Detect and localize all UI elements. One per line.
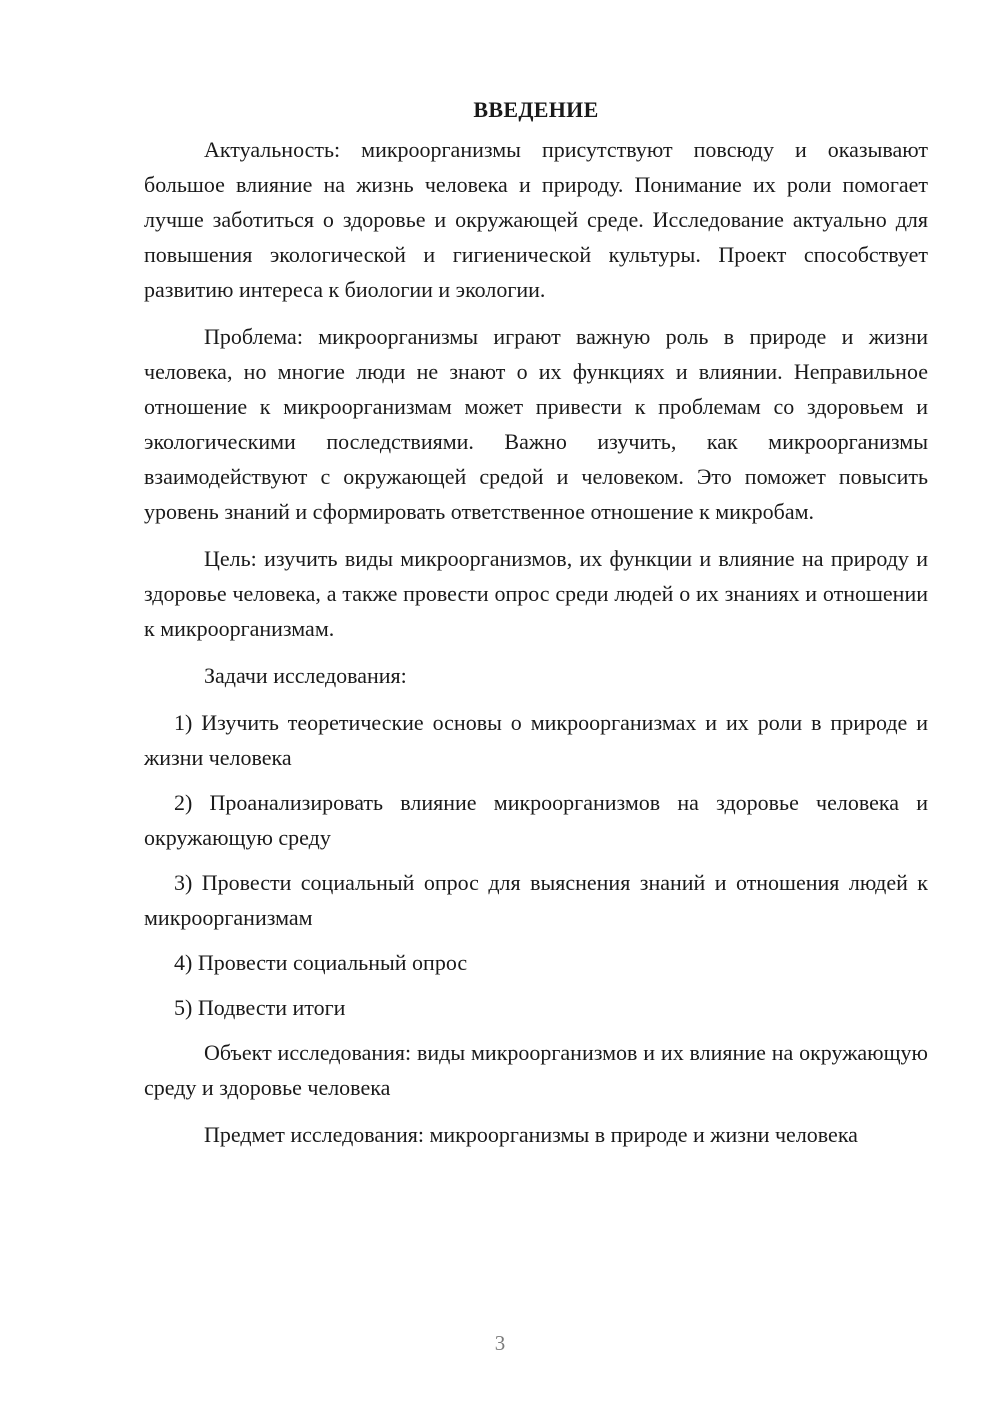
task-item: 2) Проанализировать влияние микроорганизмов на здоровье человека и окружающую среду [144, 790, 928, 850]
page-number: 3 [494, 1331, 506, 1355]
goal-paragraph: Цель: изучить виды микроорганизмов, их функции и влияние на природу и здоровье человека, а также провести опрос среди людей о их знаниях и отношении к микроорганизмам. [144, 546, 928, 641]
task-item: 3) Провести социальный опрос для выяснения знаний и отношения людей к микроорганизмам [144, 870, 928, 930]
task-item: 4) Провести социальный опрос [174, 950, 468, 975]
research-subject-paragraph: Предмет исследования: микроорганизмы в природе и жизни человека [204, 1122, 858, 1147]
research-object-paragraph: Объект исследования: виды микроорганизмов и их влияние на окружающую среду и здоровье человека [144, 1040, 928, 1100]
relevance-paragraph: Актуальность: микроорганизмы присутствуют повсюду и оказывают большое влияние на жизнь человека и природу. Понимание их роли помогает лучше заботиться о здоровье и окружающей среде. Исследование актуально для повышения экологической и гигиенической культуры. Проект способствует развитию интереса к биологии и экологии. [144, 137, 928, 302]
tasks-heading: Задачи исследования: [204, 663, 407, 688]
page-content [144, 92, 928, 1164]
task-item: 1) Изучить теоретические основы о микроорганизмах и их роли в природе и жизни человека [144, 710, 928, 770]
task-item: 5) Подвести итоги [174, 995, 346, 1020]
problem-paragraph: Проблема: микроорганизмы играют важную роль в природе и жизни человека, но многие люди не знают о их функциях и влиянии. Неправильное отношение к микроорганизмам может привести к проблемам со здоровьем и экологическими последствиями. Важно изучить, как микроорганизмы взаимодействуют с окружающей средой и человеком. Это поможет повысить уровень знаний и сформировать ответственное отношение к микробам. [144, 324, 928, 524]
page-title: ВВЕДЕНИЕ [473, 97, 599, 122]
